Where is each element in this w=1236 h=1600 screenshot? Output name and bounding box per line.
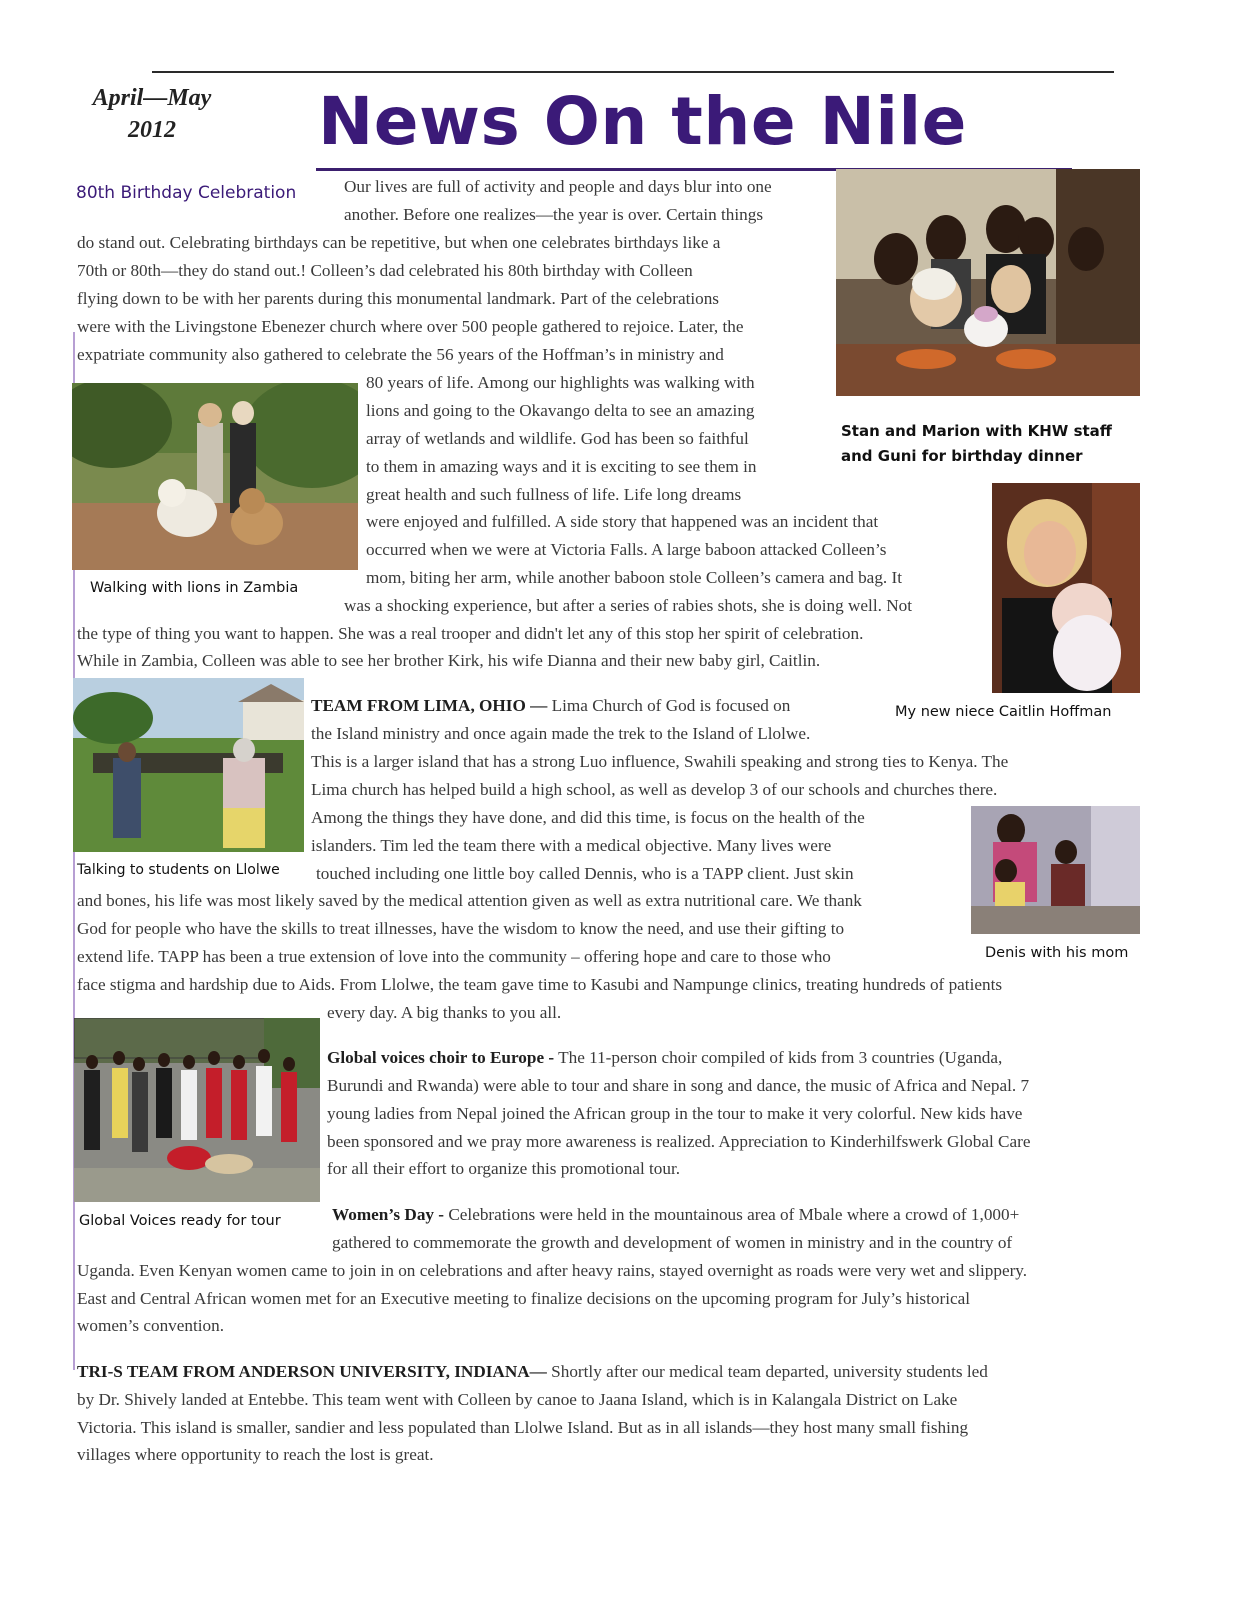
article-line: for all their effort to organize this promotional tour. — [327, 1159, 681, 1178]
article-line: face stigma and hardship due to Aids. From Llolwe, the team gave time to Kasubi and Nampunge clinics, treating hundreds of patients — [77, 975, 1003, 994]
birthday-dinner-photo — [836, 169, 1140, 396]
article-line: were with the Livingstone Ebenezer church where over 500 people gathered to rejoice. Later, the — [77, 317, 744, 336]
newsletter-title: News On the Nile — [318, 83, 967, 160]
article-line: every day. A big thanks to you all. — [327, 1003, 562, 1022]
article-line: women’s convention. — [77, 1316, 225, 1335]
caption-birthday-dinner-line1: Stan and Marion with KHW staff — [841, 422, 1112, 440]
caption-denis: Denis with his mom — [985, 945, 1129, 961]
issue-date-months: April—May — [92, 85, 212, 111]
article-line: expatriate community also gathered to celebrate the 56 years of the Hoffman’s in ministry and — [77, 345, 724, 364]
article-line: villages where opportunity to reach the lost is great. — [77, 1445, 434, 1464]
article-line: Lima church has helped build a high school, as well as develop 3 of our schools and churches there. — [311, 780, 998, 799]
issue-date — [82, 82, 222, 146]
issue-date-year: 2012 — [128, 117, 176, 143]
article-line: do stand out. Celebrating birthdays can be repetitive, but when one celebrates birthdays like a — [77, 233, 721, 252]
article-line: While in Zambia, Colleen was able to see her brother Kirk, his wife Dianna and their new baby girl, Caitlin. — [77, 651, 821, 670]
article-line: touched including one little boy called Dennis, who is a TAPP client. Just skin — [316, 864, 854, 883]
caption-niece: My new niece Caitlin Hoffman — [895, 704, 1112, 720]
article-line: another. Before one realizes—the year is over. Certain things — [344, 205, 764, 224]
lions-walk-photo — [72, 383, 358, 570]
article-line: The 11-person choir compiled of kids from 3 countries (Uganda, — [554, 1048, 1003, 1067]
heading-tris: TRI-S TEAM FROM ANDERSON UNIVERSITY, INDIANA— — [77, 1362, 547, 1381]
caption-lions: Walking with lions in Zambia — [90, 580, 299, 596]
article-line: flying down to be with her parents during this monumental landmark. Part of the celebrations — [77, 289, 719, 308]
caption-choir: Global Voices ready for tour — [79, 1213, 281, 1229]
article-line: been sponsored and we pray more awareness is realized. Appreciation to Kinderhilfswerk Global Care — [327, 1132, 1031, 1151]
niece-photo — [992, 483, 1140, 693]
article-line: 80 years of life. Among our highlights was walking with — [366, 373, 755, 392]
article-choir-first-line — [327, 1044, 1002, 1072]
article-line: the type of thing you want to happen. She was a real trooper and didn't let any of this stop her spirit of celebration. — [77, 624, 864, 643]
heading-lima: TEAM FROM LIMA, OHIO — — [311, 696, 548, 715]
article-line: mom, biting her arm, while another baboon stole Colleen’s camera and bag. It — [366, 568, 903, 587]
article-line: Shortly after our medical team departed, university students led — [546, 1362, 988, 1381]
heading-birthday: 80th Birthday Celebration — [76, 183, 297, 203]
article-tris-first-line — [77, 1358, 988, 1386]
article-line: Victoria. This island is smaller, sandier and less populated than Llolwe Island. But as in all islands—they host many small fishing — [77, 1418, 969, 1437]
article-line: Our lives are full of activity and people and days blur into one — [344, 177, 772, 196]
article-line: young ladies from Nepal joined the African group in the tour to make it very colorful. New kids have — [327, 1104, 1023, 1123]
article-line: lions and going to the Okavango delta to see an amazing — [366, 401, 755, 420]
choir-photo — [74, 1018, 320, 1202]
article-line: Among the things they have done, and did this time, is focus on the health of the — [311, 808, 865, 827]
article-lima-first-line — [311, 692, 790, 720]
caption-birthday-dinner-line2: and Guni for birthday dinner — [841, 447, 1083, 465]
article-line: gathered to commemorate the growth and development of women in ministry and in the country of — [332, 1233, 1013, 1252]
article-line: was a shocking experience, but after a series of rabies shots, she is doing well. Not — [344, 596, 912, 615]
article-line: Celebrations were held in the mountainous area of Mbale where a crowd of 1,000+ — [444, 1205, 1020, 1224]
students-photo — [73, 678, 304, 852]
article-line: array of wetlands and wildlife. God has been so faithful — [366, 429, 749, 448]
caption-students: Talking to students on Llolwe — [77, 862, 280, 878]
article-line: Burundi and Rwanda) were able to tour and share in song and dance, the music of Africa and Nepal. 7 — [327, 1076, 1030, 1095]
article-line: Uganda. Even Kenyan women came to join in on celebrations and after heavy rains, stayed overnight as roads were very wet and slippery. — [77, 1261, 1028, 1280]
article-line: to them in amazing ways and it is exciting to see them in — [366, 457, 757, 476]
article-line: extend life. TAPP has been a true extension of love into the community – offering hope and care to those who — [77, 947, 831, 966]
article-line: were enjoyed and fulfilled. A side story that happened was an incident that — [366, 512, 879, 531]
heading-womens-day: Women’s Day - — [332, 1205, 445, 1224]
article-line: 70th or 80th—they do stand out.! Colleen’s dad celebrated his 80th birthday with Colleen — [77, 261, 693, 280]
article-line: This is a larger island that has a strong Luo influence, Swahili speaking and strong ties to Kenya. The — [311, 752, 1009, 771]
header-top-rule — [152, 71, 1114, 73]
heading-choir: Global voices choir to Europe - — [327, 1048, 555, 1067]
caption-birthday-dinner — [841, 419, 1112, 469]
article-line: Lima Church of God is focused on — [547, 696, 791, 715]
denis-photo — [971, 806, 1140, 934]
article-line: East and Central African women met for an Executive meeting to finalize decisions on the upcoming program for July’s historical — [77, 1289, 971, 1308]
article-line: islanders. Tim led the team there with a medical objective. Many lives were — [311, 836, 832, 855]
article-line: and bones, his life was most likely saved by the medical attention given as well as extra nutritional care. We thank — [77, 891, 862, 910]
article-line: occurred when we were at Victoria Falls. A large baboon attacked Colleen’s — [366, 540, 887, 559]
article-womens-first-line — [332, 1201, 1019, 1229]
article-line: by Dr. Shively landed at Entebbe. This team went with Colleen by canoe to Jaana Island, which is in Kalangala District on Lake — [77, 1390, 958, 1409]
article-line: great health and such fullness of life. Life long dreams — [366, 485, 742, 504]
article-line: the Island ministry and once again made the trek to the Island of Llolwe. — [311, 724, 811, 743]
article-line: God for people who have the skills to treat illnesses, have the wisdom to know the need, and use their gifting to — [77, 919, 845, 938]
